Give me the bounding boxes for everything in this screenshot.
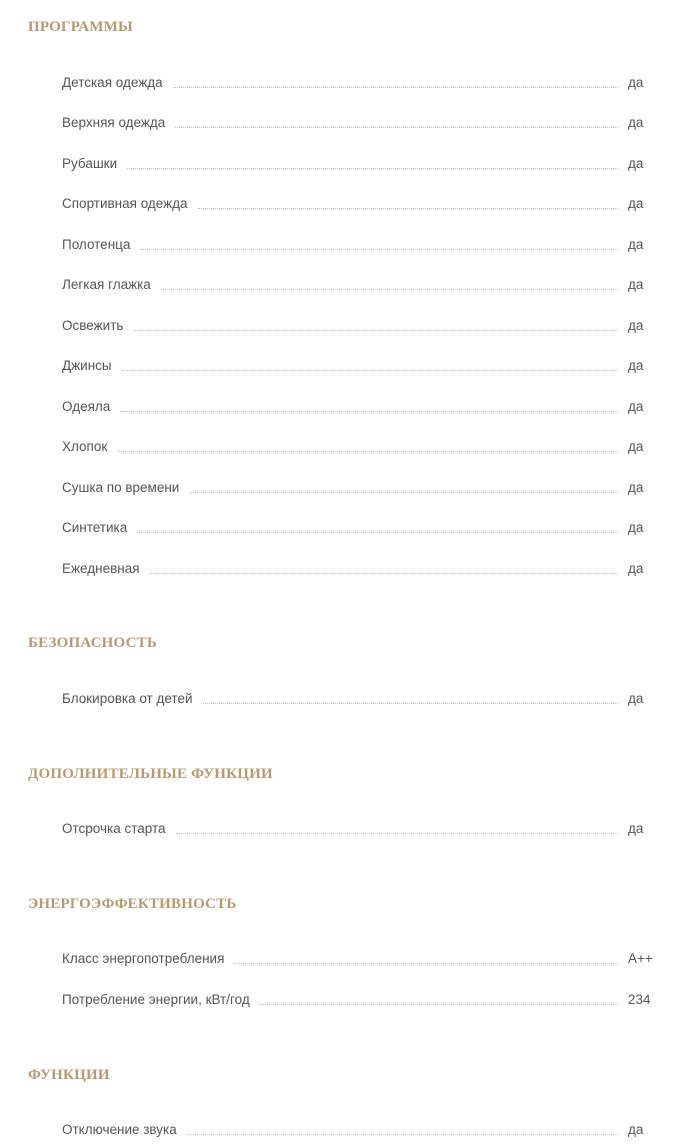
- spec-label: Детская одежда: [62, 75, 163, 90]
- dotted-leader: [120, 410, 618, 412]
- spec-value: да: [628, 115, 644, 130]
- spec-value: да: [628, 318, 644, 333]
- spec-label: Полотенца: [62, 237, 131, 252]
- spec-label: Ежедневная: [62, 561, 140, 576]
- spec-label: Спортивная одежда: [62, 196, 188, 211]
- spec-label: Класс энергопотребления: [62, 951, 225, 966]
- spec-label: Отключение звука: [62, 1122, 177, 1137]
- dotted-leader: [133, 329, 618, 331]
- dotted-leader: [161, 288, 618, 290]
- spec-value: 234: [628, 992, 651, 1007]
- spec-label: Хлопок: [62, 439, 108, 454]
- dotted-leader: [189, 491, 618, 493]
- spec-label: Синтетика: [62, 520, 128, 535]
- spec-label: Джинсы: [62, 358, 112, 373]
- section-title-extra-functions: ДОПОЛНИТЕЛЬНЫЕ ФУНКЦИИ: [28, 766, 273, 782]
- section-title-functions: ФУНКЦИИ: [28, 1067, 110, 1083]
- dotted-leader: [187, 1133, 618, 1135]
- spec-label: Блокировка от детей: [62, 691, 193, 706]
- spec-label: Сушка по времени: [62, 480, 180, 495]
- section-title-safety: БЕЗОПАСНОСТЬ: [28, 635, 157, 651]
- dotted-leader: [176, 832, 618, 834]
- spec-row-kids-clothes: [62, 73, 662, 93]
- dotted-leader: [173, 86, 618, 88]
- spec-row-cotton: [62, 437, 662, 457]
- spec-value: да: [628, 561, 644, 576]
- spec-value: да: [628, 358, 644, 373]
- spec-row-sportswear: [62, 194, 662, 214]
- spec-value: A++: [628, 951, 653, 966]
- spec-label: Легкая глажка: [62, 277, 151, 292]
- spec-value: да: [628, 196, 644, 211]
- spec-value: да: [628, 277, 644, 292]
- spec-row-blankets: [62, 397, 662, 417]
- spec-label: Потребление энергии, кВт/год: [62, 992, 250, 1007]
- spec-label: Одеяла: [62, 399, 111, 414]
- spec-row-delay-start: [62, 819, 662, 839]
- dotted-leader: [140, 248, 618, 250]
- spec-row-daily: [62, 559, 662, 579]
- spec-value: да: [628, 237, 644, 252]
- spec-row-energy-consumption: [62, 990, 662, 1010]
- section-title-programs: ПРОГРАММЫ: [28, 19, 133, 35]
- dotted-leader: [234, 962, 618, 964]
- spec-row-jeans: [62, 356, 662, 376]
- spec-row-shirts: [62, 154, 662, 174]
- spec-row-energy-class: [62, 949, 662, 969]
- spec-row-child-lock: [62, 689, 662, 709]
- spec-row-refresh: [62, 316, 662, 336]
- spec-label: Рубашки: [62, 156, 118, 171]
- spec-value: да: [628, 821, 644, 836]
- dotted-leader: [203, 702, 618, 704]
- spec-row-easy-iron: [62, 275, 662, 295]
- spec-label: Верхняя одежда: [62, 115, 166, 130]
- spec-value: да: [628, 399, 644, 414]
- dotted-leader: [198, 207, 618, 209]
- spec-row-timed-dry: [62, 478, 662, 498]
- dotted-leader: [122, 369, 618, 371]
- spec-row-outerwear: [62, 113, 662, 133]
- spec-value: да: [628, 439, 644, 454]
- section-title-energy-efficiency: ЭНЕРГОЭФФЕКТИВНОСТЬ: [28, 896, 237, 912]
- dotted-leader: [117, 450, 618, 452]
- spec-label: Освежить: [62, 318, 124, 333]
- dotted-leader: [260, 1003, 618, 1005]
- spec-value: да: [628, 520, 644, 535]
- dotted-leader: [127, 167, 618, 169]
- spec-value: да: [628, 75, 644, 90]
- spec-value: да: [628, 1122, 644, 1137]
- spec-value: да: [628, 480, 644, 495]
- dotted-leader: [150, 572, 618, 574]
- spec-label: Отсрочка старта: [62, 821, 166, 836]
- spec-row-synthetics: [62, 518, 662, 538]
- spec-row-mute-sound: [62, 1120, 662, 1140]
- spec-value: да: [628, 691, 644, 706]
- spec-row-towels: [62, 235, 662, 255]
- dotted-leader: [137, 531, 618, 533]
- dotted-leader: [175, 126, 618, 128]
- spec-value: да: [628, 156, 644, 171]
